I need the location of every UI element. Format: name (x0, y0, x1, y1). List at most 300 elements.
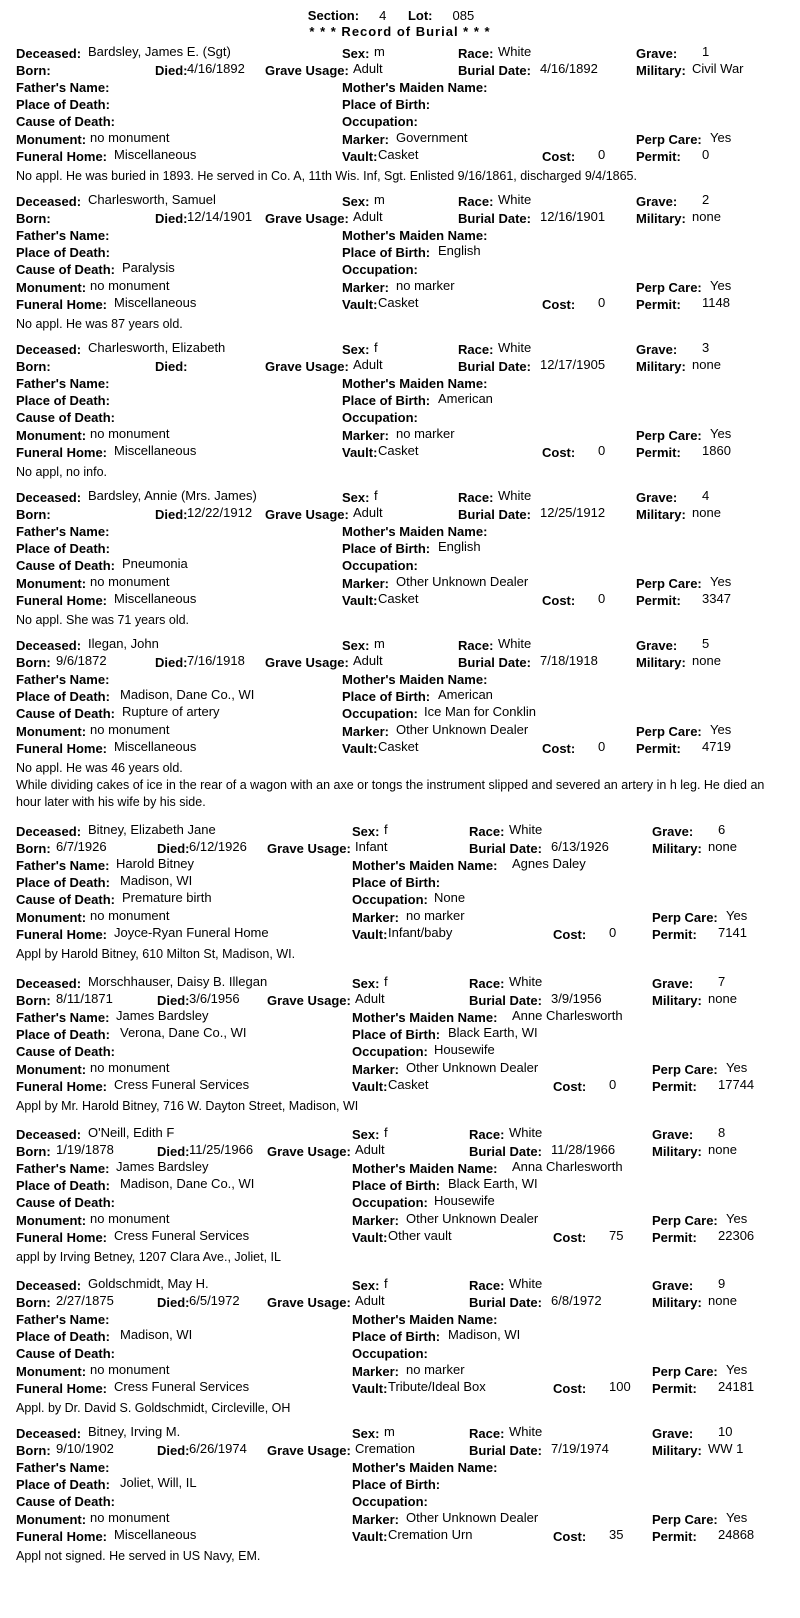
field-died (155, 209, 253, 227)
value-perp-care: Yes (710, 130, 732, 145)
value-cost: 0 (609, 1077, 617, 1092)
label-perp-care: Perp Care: (652, 910, 718, 925)
value-place-of-death: Joliet, Will, IL (120, 1475, 197, 1490)
field-marker (352, 1211, 539, 1229)
label-perp-care: Perp Care: (652, 1213, 718, 1228)
field-place-of-birth (352, 1477, 440, 1493)
label-grave-usage: Grave Usage: (265, 63, 349, 78)
label-perp-care: Perp Care: (652, 1512, 718, 1527)
field-race (469, 1276, 543, 1294)
field-place-of-birth (352, 1327, 521, 1345)
label-place-of-death: Place of Death: (16, 1329, 110, 1344)
field-deceased (16, 1125, 175, 1143)
label-perp-care: Perp Care: (652, 1062, 718, 1077)
label-grave: Grave: (636, 46, 678, 61)
value-grave: 5 (702, 636, 710, 651)
value-funeral-home: Miscellaneous (114, 591, 197, 606)
label-father: Father's Name: (16, 1161, 110, 1176)
label-grave-usage: Grave Usage: (265, 359, 349, 374)
value-military: none (708, 991, 737, 1006)
record-notes: Appl by Harold Bitney, 610 Milton St, Madison, WI. (16, 947, 296, 961)
label-died: Died: (155, 655, 188, 670)
value-marker: no marker (406, 908, 465, 923)
field-funeral-home (16, 1077, 250, 1095)
label-burial-date: Burial Date: (469, 993, 542, 1008)
value-burial-date: 6/8/1972 (551, 1293, 602, 1308)
field-cause-of-death (16, 704, 220, 722)
label-occupation: Occupation: (342, 262, 418, 277)
value-funeral-home: Cress Funeral Services (114, 1077, 250, 1092)
field-born (16, 359, 51, 375)
label-cause-of-death: Cause of Death: (16, 114, 115, 129)
field-grave-usage (267, 1293, 385, 1311)
label-deceased: Deceased: (16, 342, 82, 357)
label-grave-usage: Grave Usage: (265, 507, 349, 522)
field-occupation (342, 704, 536, 722)
label-place-of-birth: Place of Birth: (342, 97, 431, 112)
field-mother (352, 1460, 497, 1476)
field-occupation (352, 1193, 495, 1211)
field-deceased (16, 1424, 181, 1442)
field-sex (342, 192, 385, 210)
value-grave: 2 (702, 192, 710, 207)
value-cost: 0 (598, 295, 606, 310)
field-military (636, 357, 721, 375)
value-grave: 3 (702, 340, 710, 355)
label-occupation: Occupation: (352, 1044, 428, 1059)
value-monument: no monument (90, 908, 170, 923)
field-occupation (342, 114, 418, 130)
value-burial-date: 11/28/1966 (551, 1142, 616, 1157)
field-monument (16, 426, 170, 444)
label-military: Military: (652, 841, 702, 856)
field-father (16, 80, 109, 96)
value-vault: Cremation Urn (388, 1527, 473, 1542)
label-cause-of-death: Cause of Death: (16, 1494, 115, 1509)
value-place-of-death: Madison, WI (120, 873, 193, 888)
value-vault: Infant/baby (388, 925, 453, 940)
value-grave-usage: Adult (353, 505, 383, 520)
field-born (16, 839, 107, 857)
value-monument: no monument (90, 722, 170, 737)
value-marker: no marker (406, 1362, 465, 1377)
label-grave-usage: Grave Usage: (267, 1295, 351, 1310)
field-marker (352, 908, 465, 926)
field-cause-of-death (16, 1346, 115, 1362)
field-mother (342, 228, 487, 244)
value-perp-care: Yes (726, 1362, 748, 1377)
field-perp-care (636, 130, 732, 148)
field-monument (16, 908, 170, 926)
value-monument: no monument (90, 426, 170, 441)
label-grave-usage: Grave Usage: (267, 993, 351, 1008)
label-grave: Grave: (636, 342, 678, 357)
label-monument: Monument: (16, 724, 87, 739)
label-place-of-birth: Place of Birth: (352, 1329, 441, 1344)
label-military: Military: (652, 1144, 702, 1159)
label-race: Race: (458, 638, 494, 653)
field-grave-usage (267, 991, 385, 1009)
label-died: Died: (157, 1443, 190, 1458)
label-mother: Mother's Maiden Name: (342, 80, 488, 95)
field-permit (636, 147, 710, 165)
label-marker: Marker: (352, 1062, 399, 1077)
value-place-of-death: Madison, WI (120, 1327, 193, 1342)
label-born: Born: (16, 993, 51, 1008)
label-mother: Mother's Maiden Name: (342, 376, 488, 391)
field-place-of-birth (342, 687, 493, 705)
value-funeral-home: Miscellaneous (114, 443, 197, 458)
field-died (157, 991, 240, 1009)
label-permit: Permit: (636, 741, 681, 756)
field-military (636, 653, 721, 671)
field-funeral-home (16, 739, 197, 757)
label-deceased: Deceased: (16, 1127, 82, 1142)
label-funeral-home: Funeral Home: (16, 1230, 108, 1245)
label-occupation: Occupation: (342, 410, 418, 425)
burial-record (0, 342, 800, 502)
value-sex: f (384, 1276, 388, 1291)
label-mother: Mother's Maiden Name: (352, 1312, 498, 1327)
value-funeral-home: Miscellaneous (114, 295, 197, 310)
label-vault: Vault: (352, 1230, 388, 1245)
value-sex: f (384, 974, 388, 989)
label-vault: Vault: (352, 927, 388, 942)
label-burial-date: Burial Date: (458, 211, 531, 226)
field-grave-usage (265, 653, 383, 671)
field-father (16, 1312, 109, 1328)
field-cause-of-death (16, 1044, 115, 1060)
value-permit: 3347 (702, 591, 731, 606)
label-race: Race: (458, 342, 494, 357)
field-father (16, 228, 109, 244)
value-marker: Other Unknown Dealer (396, 574, 529, 589)
field-permit (636, 443, 731, 461)
label-sex: Sex: (342, 342, 370, 357)
field-funeral-home (16, 1228, 250, 1246)
burial-record (0, 1278, 800, 1438)
field-born (16, 63, 51, 79)
value-deceased: O'Neill, Edith F (88, 1125, 175, 1140)
value-burial-date: 7/19/1974 (551, 1441, 609, 1456)
label-burial-date: Burial Date: (469, 1295, 542, 1310)
field-mother (352, 856, 586, 874)
field-deceased (16, 974, 268, 992)
field-cost (542, 443, 606, 461)
label-funeral-home: Funeral Home: (16, 1381, 108, 1396)
label-funeral-home: Funeral Home: (16, 1079, 108, 1094)
value-born: 8/11/1871 (56, 991, 113, 1006)
field-cause-of-death (16, 556, 188, 574)
value-place-of-birth: Black Earth, WI (448, 1176, 538, 1191)
label-occupation: Occupation: (342, 706, 418, 721)
field-born (16, 1293, 114, 1311)
label-burial-date: Burial Date: (458, 359, 531, 374)
burial-record (0, 976, 800, 1136)
value-cost: 35 (609, 1527, 624, 1542)
value-cost: 100 (609, 1379, 631, 1394)
field-place-of-death (16, 393, 110, 409)
field-place-of-death (16, 1327, 193, 1345)
value-perp-care: Yes (726, 1510, 748, 1525)
label-mother: Mother's Maiden Name: (352, 858, 498, 873)
value-father: James Bardsley (116, 1159, 209, 1174)
value-marker: Government (396, 130, 468, 145)
field-marker (342, 722, 529, 740)
field-marker (352, 1060, 539, 1078)
label-cause-of-death: Cause of Death: (16, 706, 115, 721)
field-place-of-birth (352, 875, 440, 891)
value-military: none (708, 1293, 737, 1308)
field-occupation (352, 890, 466, 908)
value-died: 12/22/1912 (187, 505, 253, 520)
field-grave (636, 636, 710, 654)
value-race: White (498, 192, 532, 207)
field-race (469, 822, 543, 840)
field-died (155, 653, 245, 671)
value-grave-usage: Adult (353, 653, 383, 668)
label-grave: Grave: (636, 490, 678, 505)
field-cost (542, 295, 606, 313)
label-place-of-birth: Place of Birth: (342, 245, 431, 260)
burial-record (0, 46, 800, 206)
value-race: White (498, 488, 532, 503)
value-sex: f (374, 340, 378, 355)
label-burial-date: Burial Date: (469, 841, 542, 856)
label-permit: Permit: (636, 297, 681, 312)
value-place-of-death: Madison, Dane Co., WI (120, 1176, 255, 1191)
field-burial-date (469, 839, 609, 857)
label-monument: Monument: (16, 1062, 87, 1077)
record-notes: No appl. He was 87 years old. (16, 317, 183, 331)
value-marker: Other Unknown Dealer (406, 1211, 539, 1226)
field-mother (352, 1312, 497, 1328)
label-died: Died: (157, 993, 190, 1008)
value-place-of-death: Verona, Dane Co., WI (120, 1025, 247, 1040)
label-vault: Vault: (352, 1529, 388, 1544)
label-place-of-birth: Place of Birth: (342, 689, 431, 704)
field-sex (352, 974, 388, 992)
value-grave-usage: Adult (353, 61, 383, 76)
value-perp-care: Yes (710, 722, 732, 737)
field-father (16, 856, 195, 874)
field-race (458, 636, 532, 654)
label-mother: Mother's Maiden Name: (342, 228, 488, 243)
value-deceased: Charlesworth, Elizabeth (88, 340, 226, 355)
label-race: Race: (458, 194, 494, 209)
value-perp-care: Yes (710, 574, 732, 589)
field-place-of-birth (342, 243, 481, 261)
field-cost (553, 1527, 624, 1545)
label-monument: Monument: (16, 1512, 87, 1527)
label-place-of-death: Place of Death: (16, 689, 110, 704)
value-born: 9/10/1902 (56, 1441, 114, 1456)
field-vault (352, 1527, 473, 1545)
field-funeral-home (16, 295, 197, 313)
label-father: Father's Name: (16, 1010, 110, 1025)
field-place-of-birth (342, 539, 481, 557)
value-deceased: Bardsley, James E. (Sgt) (88, 44, 231, 59)
value-sex: f (384, 822, 388, 837)
value-place-of-birth: American (438, 391, 493, 406)
label-military: Military: (636, 507, 686, 522)
value-military: none (692, 653, 721, 668)
label-place-of-birth: Place of Birth: (342, 393, 431, 408)
label-permit: Permit: (652, 927, 697, 942)
value-deceased: Charlesworth, Samuel (88, 192, 216, 207)
field-grave (636, 44, 710, 62)
label-died: Died: (157, 841, 190, 856)
label-military: Military: (652, 993, 702, 1008)
field-grave-usage (265, 61, 383, 79)
value-cost: 75 (609, 1228, 624, 1243)
field-military (636, 505, 721, 523)
value-died: 7/16/1918 (187, 653, 245, 668)
label-perp-care: Perp Care: (636, 724, 702, 739)
field-father (16, 1460, 109, 1476)
value-grave-usage: Adult (353, 209, 383, 224)
field-vault (352, 1379, 486, 1397)
value-monument: no monument (90, 278, 170, 293)
value-cost: 0 (598, 443, 606, 458)
field-deceased (16, 192, 216, 210)
field-grave-usage (267, 1441, 415, 1459)
value-military: none (692, 209, 721, 224)
field-monument (16, 574, 170, 592)
field-military (636, 209, 721, 227)
field-monument (16, 278, 170, 296)
label-deceased: Deceased: (16, 46, 82, 61)
value-permit: 22306 (718, 1228, 755, 1243)
value-occupation: Housewife (434, 1042, 495, 1057)
label-father: Father's Name: (16, 524, 110, 539)
label-monument: Monument: (16, 1213, 87, 1228)
value-died: 4/16/1892 (187, 61, 245, 76)
field-burial-date (458, 209, 606, 227)
label-race: Race: (469, 976, 505, 991)
label-born: Born: (16, 655, 51, 670)
field-burial-date (458, 653, 598, 671)
field-burial-date (469, 991, 602, 1009)
value-vault: Tribute/Ideal Box (388, 1379, 486, 1394)
field-marker (342, 278, 455, 296)
value-deceased: Ilegan, John (88, 636, 159, 651)
value-grave-usage: Infant (355, 839, 388, 854)
value-cause-of-death: Pneumonia (122, 556, 188, 571)
label-marker: Marker: (342, 280, 389, 295)
label-deceased: Deceased: (16, 638, 82, 653)
field-military (652, 1293, 737, 1311)
field-cause-of-death (16, 1494, 115, 1510)
value-cost: 0 (598, 147, 606, 162)
value-cause-of-death: Rupture of artery (122, 704, 220, 719)
field-father (16, 1008, 209, 1026)
field-grave (652, 1276, 726, 1294)
label-occupation: Occupation: (342, 558, 418, 573)
value-permit: 0 (702, 147, 710, 162)
value-sex: m (374, 44, 385, 59)
field-perp-care (636, 426, 732, 444)
field-race (458, 44, 532, 62)
value-grave: 6 (718, 822, 726, 837)
field-permit (652, 1527, 755, 1545)
field-sex (352, 1125, 388, 1143)
label-occupation: Occupation: (342, 114, 418, 129)
section-value: 4 (379, 8, 387, 23)
label-cost: Cost: (553, 1230, 587, 1245)
lot-label: Lot: (407, 8, 433, 23)
label-grave: Grave: (636, 194, 678, 209)
value-military: none (708, 1142, 737, 1157)
value-marker: Other Unknown Dealer (396, 722, 529, 737)
label-vault: Vault: (342, 741, 378, 756)
label-father: Father's Name: (16, 376, 110, 391)
value-race: White (509, 1424, 543, 1439)
label-born: Born: (16, 211, 51, 226)
label-vault: Vault: (352, 1079, 388, 1094)
label-vault: Vault: (352, 1381, 388, 1396)
field-place-of-death (16, 245, 110, 261)
label-vault: Vault: (342, 445, 378, 460)
label-marker: Marker: (342, 132, 389, 147)
label-perp-care: Perp Care: (636, 428, 702, 443)
field-place-of-birth (342, 391, 493, 409)
label-deceased: Deceased: (16, 490, 82, 505)
field-monument (16, 1060, 170, 1078)
value-grave-usage: Cremation (355, 1441, 415, 1456)
value-born: 2/27/1875 (56, 1293, 114, 1308)
burial-record (0, 194, 800, 354)
value-occupation: None (434, 890, 466, 905)
field-permit (636, 591, 731, 609)
field-grave-usage (267, 839, 388, 857)
label-born: Born: (16, 359, 51, 374)
field-funeral-home (16, 147, 197, 165)
field-died (155, 505, 253, 523)
field-cost (553, 1228, 624, 1246)
label-sex: Sex: (342, 194, 370, 209)
field-place-of-death (16, 873, 193, 891)
field-race (469, 974, 543, 992)
value-grave-usage: Adult (355, 1293, 385, 1308)
label-place-of-birth: Place of Birth: (352, 1477, 441, 1492)
label-cost: Cost: (542, 445, 576, 460)
value-permit: 17744 (718, 1077, 755, 1092)
label-cost: Cost: (542, 297, 576, 312)
value-funeral-home: Cress Funeral Services (114, 1379, 250, 1394)
label-cost: Cost: (553, 1079, 587, 1094)
label-permit: Permit: (652, 1529, 697, 1544)
field-marker (342, 574, 529, 592)
field-grave-usage (267, 1142, 385, 1160)
label-grave: Grave: (652, 1426, 694, 1441)
value-grave-usage: Adult (355, 991, 385, 1006)
burial-record (0, 490, 800, 650)
label-race: Race: (458, 490, 494, 505)
value-sex: m (384, 1424, 395, 1439)
label-race: Race: (469, 1127, 505, 1142)
record-notes: No appl. He was 46 years old. While dividing cakes of ice in the rear of a wagon with an axe or tongs the instrument slipped and severed an artery in h leg. He died an hour later with his wife by his side. (16, 761, 765, 809)
label-marker: Marker: (342, 428, 389, 443)
field-sex (342, 340, 378, 358)
label-place-of-death: Place of Death: (16, 541, 110, 556)
label-died: Died: (155, 359, 188, 374)
value-race: White (498, 340, 532, 355)
field-military (652, 1441, 744, 1459)
label-father: Father's Name: (16, 858, 110, 873)
label-military: Military: (636, 655, 686, 670)
field-marker (342, 130, 468, 148)
